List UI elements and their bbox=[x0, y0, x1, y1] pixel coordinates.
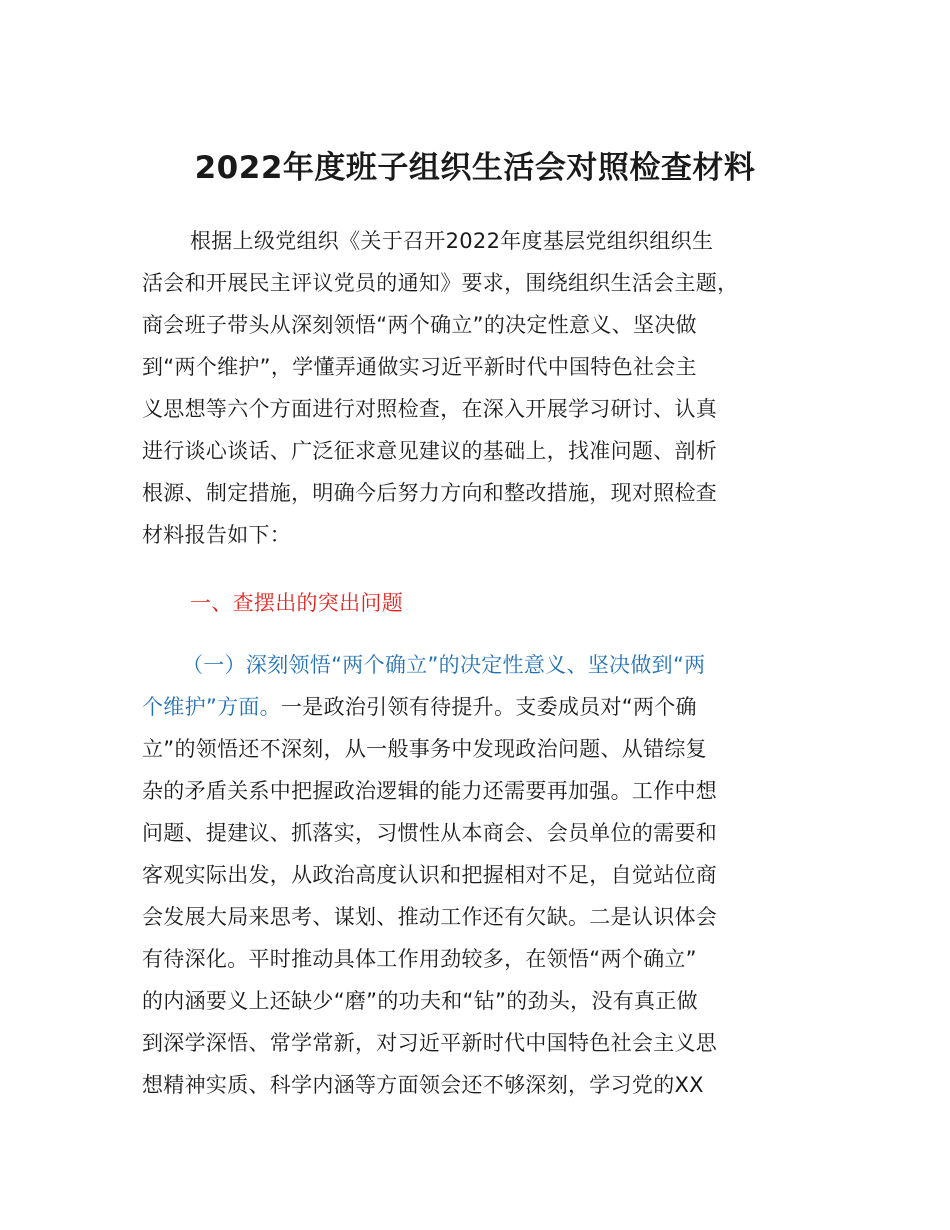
body-line-6: 有待深化。平时推动具体工作用劲较多，在领悟“两个确立” bbox=[142, 947, 697, 971]
intro-line-3: 商会班子带头从深刻领悟“两个确立”的决定性意义、坚决做 bbox=[142, 313, 697, 337]
intro-line-1: 根据上级党组织《关于召开2022年度基层党组织组织生 bbox=[190, 229, 714, 253]
body-line-4: 客观实际出发，从政治高度认识和把握相对不足，自觉站位商 bbox=[142, 863, 718, 887]
subsection-heading-line-2: 个维护”方面。 bbox=[142, 695, 281, 719]
body-line-1: 立”的领悟还不深刻，从一般事务中发现政治问题、从错综复 bbox=[142, 737, 707, 761]
intro-line-6: 进行谈心谈话、广泛征求意见建议的基础上，找准问题、剖析 bbox=[142, 439, 718, 463]
body-line-3: 问题、提建议、抓落实，习惯性从本商会、会员单位的需要和 bbox=[142, 821, 718, 845]
subsection-line-2 bbox=[142, 691, 697, 723]
document-title: 2022年度班子组织生活会对照检查材料 bbox=[194, 150, 756, 186]
intro-line-8: 材料报告如下： bbox=[142, 523, 292, 547]
intro-line-7: 根源、制定措施，明确今后努力方向和整改措施，现对照检查 bbox=[142, 481, 718, 505]
section-heading: 一、查摆出的突出问题 bbox=[190, 591, 403, 615]
body-line-8: 到深学深悟、常学常新，对习近平新时代中国特色社会主义思 bbox=[142, 1031, 718, 1055]
intro-line-2: 活会和开展民主评议党员的通知》要求，围绕组织生活会主题， bbox=[142, 271, 739, 295]
intro-line-4: 到“两个维护”，学懂弄通做实习近平新时代中国特色社会主 bbox=[142, 355, 697, 379]
body-line-9: 想精神实质、科学内涵等方面领会还不够深刻，学习党的XX bbox=[142, 1073, 704, 1097]
subsection-heading-line-1: （一）深刻领悟“两个确立”的决定性意义、坚决做到“两 bbox=[182, 653, 706, 677]
body-line-5: 会发展大局来思考、谋划、推动工作还有欠缺。二是认识体会 bbox=[142, 905, 718, 929]
subsection-line-2-text: 一是政治引领有待提升。支委成员对“两个确 bbox=[280, 695, 697, 719]
intro-line-5: 义思想等六个方面进行对照检查，在深入开展学习研讨、认真 bbox=[142, 397, 718, 421]
body-line-7: 的内涵要义上还缺少“磨”的功夫和“钻”的劲头，没有真正做 bbox=[142, 989, 698, 1013]
body-line-2: 杂的矛盾关系中把握政治逻辑的能力还需要再加强。工作中想 bbox=[142, 779, 718, 803]
